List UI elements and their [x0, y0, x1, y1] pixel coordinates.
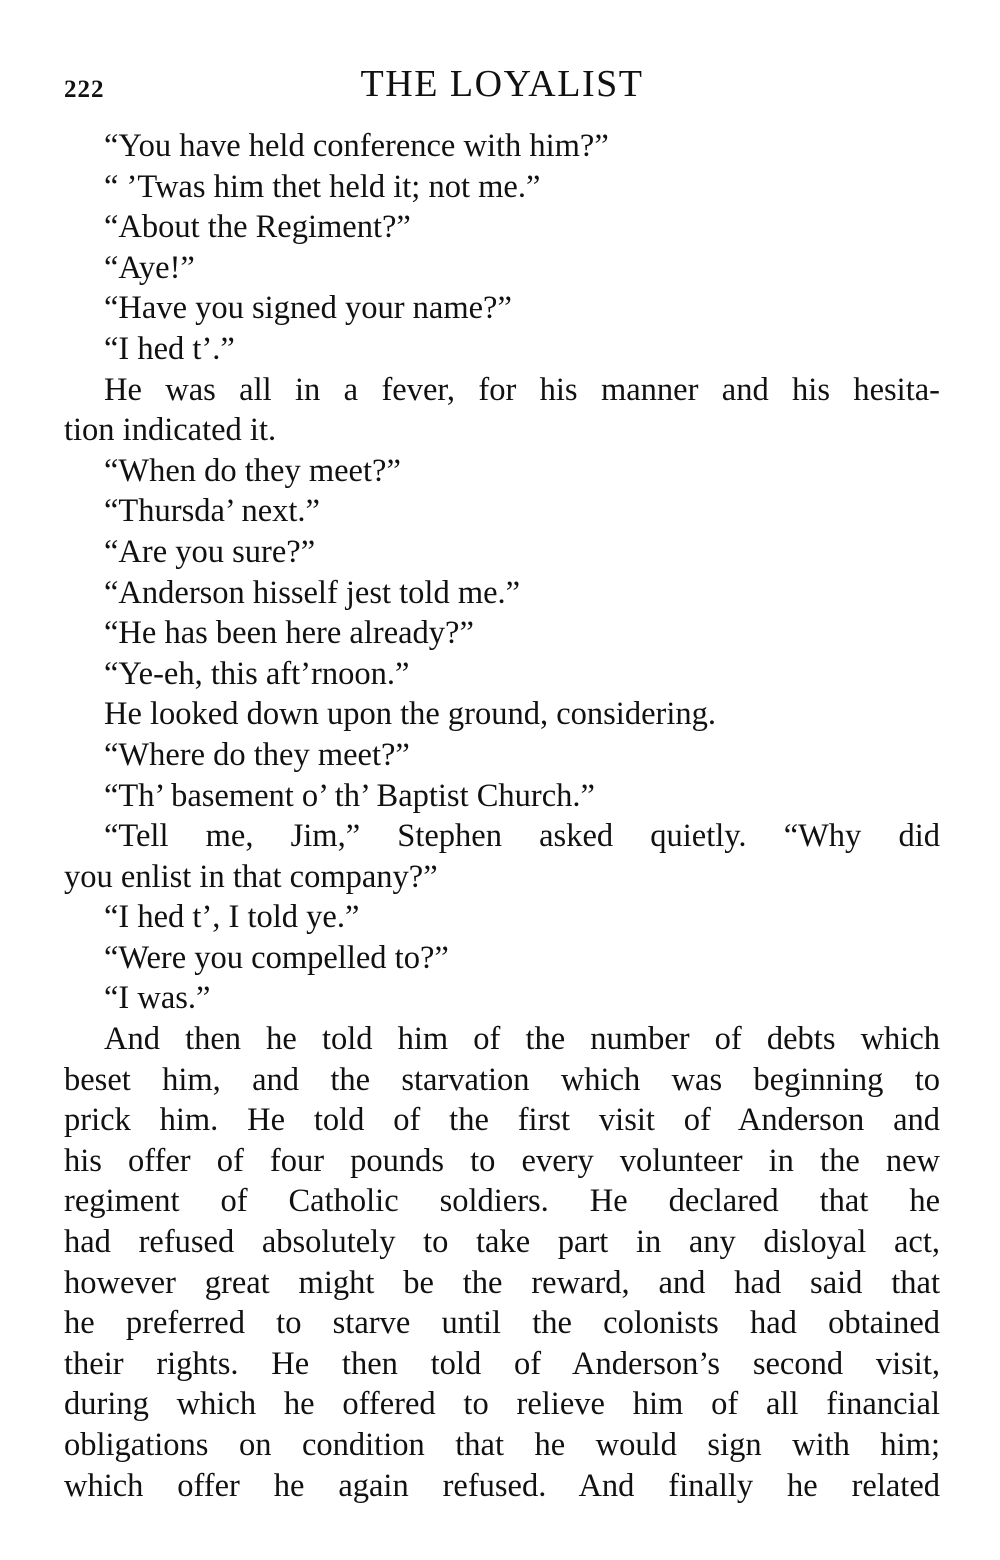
- text-line: during which he offered to relieve him of all financial: [64, 1386, 940, 1423]
- text-line: prick him. He told of the first visit of Anderson and: [64, 1102, 940, 1139]
- text-line: he preferred to starve until the colonists had obtained: [64, 1305, 940, 1342]
- text-line: beset him, and the starvation which was beginning to: [64, 1061, 940, 1098]
- text-line: “He has been here already?”: [104, 615, 474, 652]
- text-line: obligations on condition that he would sign with him;: [64, 1427, 940, 1463]
- text-line: He looked down upon the ground, considering.: [104, 696, 716, 733]
- text-line: regiment of Catholic soldiers. He declared that he: [64, 1183, 940, 1220]
- text-line: “When do they meet?”: [104, 452, 401, 489]
- text-line: “Th’ basement o’ th’ Baptist Church.”: [104, 777, 595, 814]
- text-line: which offer he again refused. And finally he related: [64, 1467, 940, 1504]
- running-title: THE LOYALIST: [360, 63, 644, 105]
- text-line: his offer of four pounds to every volunteer in the new: [64, 1142, 940, 1179]
- text-line: “Tell me, Jim,” Stephen asked quietly. “Why did: [104, 818, 940, 855]
- text-line: “Where do they meet?”: [104, 736, 410, 773]
- text-line: And then he told him of the number of debts which: [104, 1021, 940, 1058]
- text-line: however great might be the reward, and had said that: [64, 1264, 940, 1301]
- text-line: “Aye!”: [104, 249, 195, 286]
- text-line: tion indicated it.: [64, 412, 277, 449]
- body-text: [64, 126, 940, 1506]
- page-header: [64, 62, 940, 112]
- text-line: “ ’Twas him thet held it; not me.”: [104, 168, 541, 205]
- text-line: “I hed t’, I told ye.”: [104, 899, 360, 936]
- text-line: “Thursda’ next.”: [104, 493, 320, 530]
- text-line: “I was.”: [104, 980, 211, 1017]
- text-line: “Are you sure?”: [104, 533, 316, 570]
- text-line: “Ye-eh, this aft’rnoon.”: [104, 655, 410, 692]
- text-line: “About the Regiment?”: [104, 209, 411, 246]
- text-line: had refused absolutely to take part in any disloyal act,: [64, 1224, 940, 1261]
- text-line: “You have held conference with him?”: [104, 128, 609, 164]
- text-line: “Anderson hisself jest told me.”: [104, 574, 521, 611]
- text-line: “Were you compelled to?”: [104, 939, 449, 976]
- text-line: “I hed t’.”: [104, 330, 235, 367]
- text-line: their rights. He then told of Anderson’s second visit,: [64, 1345, 940, 1382]
- page-number: 222: [64, 76, 105, 103]
- text-line: He was all in a fever, for his manner and his hesita-: [104, 371, 940, 408]
- text-line: “Have you signed your name?”: [104, 290, 512, 327]
- text-line: you enlist in that company?”: [64, 858, 438, 895]
